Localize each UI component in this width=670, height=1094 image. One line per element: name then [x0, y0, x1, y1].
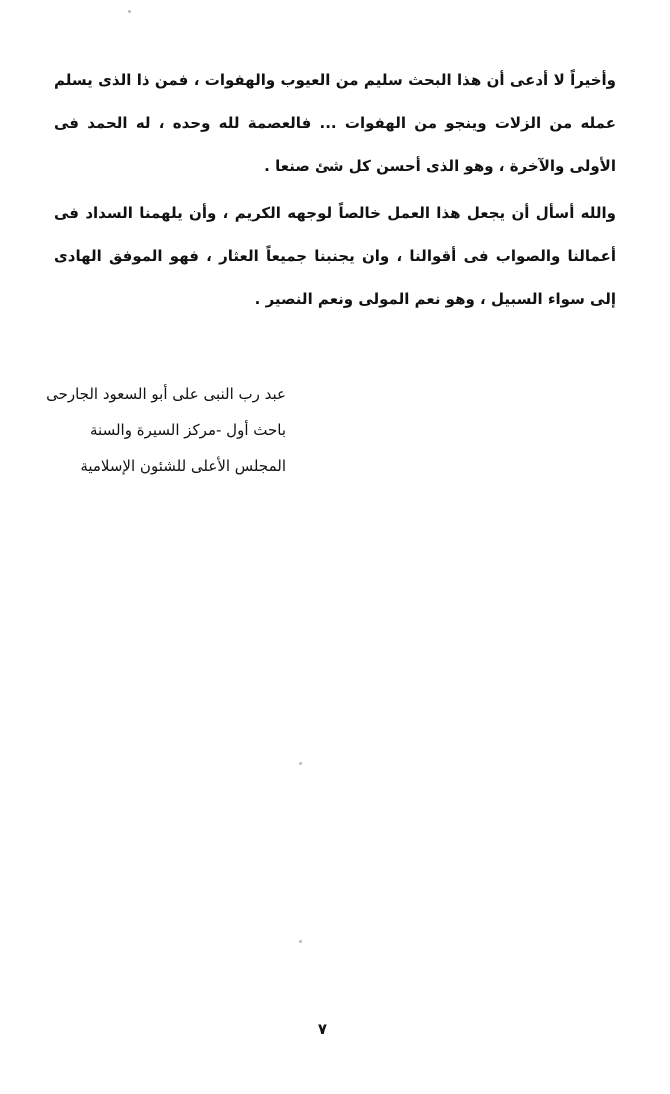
author-organization: المجلس الأعلى للشئون الإسلامية — [80, 457, 286, 475]
scan-speck — [299, 762, 302, 765]
scan-speck — [128, 10, 131, 13]
paragraph-closing-humility: وأخيراً لا أدعى أن هذا البحث سليم من العيوب والهفوات ، فمن ذا الذى يسلم عمله من الزلات وينجو من الهفوات ... فالعصمة لله وحده ، له الحمد فى الأولى والآخرة ، وهو الذى أحسن كل شئ صنعا . — [54, 71, 616, 175]
signature-block — [46, 376, 286, 484]
paragraph-closing-prayer: والله أسأل أن يجعل هذا العمل خالصاً لوجهه الكريم ، وأن يلهمنا السداد فى أعمالنا والصواب فى أقوالنا ، وان يجنبنا جميعاً العثار ، فهو الموفق الهادى إلى سواء السبيل ، وهو نعم المولى ونعم النصير . — [54, 204, 616, 308]
page-number: ٧ — [317, 1020, 328, 1038]
author-title: باحث أول -مركز السيرة والسنة — [90, 421, 286, 439]
scan-speck — [299, 940, 302, 943]
author-name: عبد رب النبى على أبو السعود الجارحى — [46, 385, 286, 403]
